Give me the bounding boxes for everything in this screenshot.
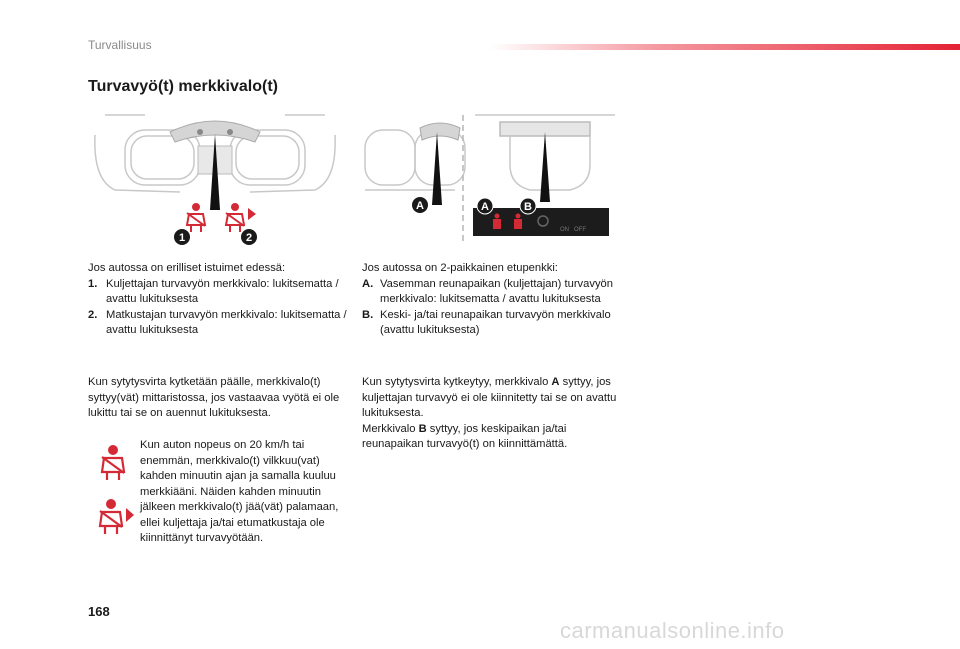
seatbelt-warning-icon [96, 442, 132, 482]
right-item-a [362, 277, 624, 308]
dashboard-illustration-left [85, 110, 345, 245]
left-ignition-text: Kun sytytysvirta kytketään päälle, merkkivalo(t) syttyy(vät) mittaristossa, jos vastaavaa vyötä ei ole lukittu tai se on auennut lukituksesta. [88, 376, 340, 419]
left-intro: Jos autossa on erilliset istuimet edessä: [88, 262, 286, 274]
right-intro: Jos autossa on 2-paikkainen etupenkki: [362, 262, 558, 274]
left-item-1 [88, 277, 350, 308]
callout-a-panel: A [481, 201, 489, 213]
indicator-a-key: A [551, 376, 560, 388]
panel-on-label: ON [560, 227, 569, 233]
left-column [88, 261, 350, 339]
callout-b-panel: B [524, 201, 532, 213]
text-fragment: Merkkivalo [362, 422, 419, 435]
item-text: Matkustajan turvavyön merkkivalo: lukitsematta / avattu lukituksesta [106, 308, 347, 336]
indicator-b-key: B [418, 422, 427, 435]
left-item-2 [88, 308, 350, 339]
right-item-b [362, 308, 624, 339]
page-number: 168 [88, 604, 110, 619]
callout-a-left: A [416, 200, 424, 212]
text-fragment: syttyy, jos kuljettajan turvavyö ei ole kiinnitetty tai se on avattu lukituksesta. [362, 376, 617, 419]
item-letter: A. [362, 277, 374, 290]
text-fragment: Kun sytytysvirta kytkeytyy, merkkivalo [362, 376, 552, 388]
pointer-arrow-b [540, 132, 550, 202]
seatbelt-warning-icon-2 [226, 203, 256, 232]
header-accent-bar [490, 44, 960, 50]
item-number: 2. [88, 308, 98, 321]
panel-off-label: OFF [574, 227, 586, 233]
seatbelt-warning-icon-1 [187, 203, 205, 232]
item-number: 1. [88, 277, 98, 290]
item-text: Kuljettajan turvavyön merkkivalo: lukitsematta / avattu lukituksesta [106, 277, 339, 305]
page-title: Turvavyö(t) merkkivalo(t) [88, 78, 278, 95]
callout-2: 2 [245, 232, 253, 244]
item-text: Keski- ja/tai reunapaikan turvavyön merkkivalo (avattu lukituksesta) [380, 308, 611, 336]
item-letter: B. [362, 308, 374, 321]
right-ignition-text [362, 375, 624, 453]
speed-note: Kun auton nopeus on 20 km/h tai enemmän, merkkivalo(t) vilkkuu(vat) kahden minuutin ajan ja samalla kuuluu merkkiääni. Näiden kahden minuutin jälkeen merkkivalo(t) jää(vät) palamaan, ellei kuljettaja ja/tai etumatkustaja ole kiinnittänyt turvavyötään. [140, 439, 339, 544]
dashboard-illustration-right [360, 110, 620, 250]
pointer-arrow-a [432, 132, 442, 205]
text-fragment: syttyy, jos keskipaikan ja/tai reunapaikan turvavyö(t) on kiinnittämättä. [362, 422, 568, 450]
right-column [362, 261, 624, 339]
seatbelt-passenger-warning-icon [96, 496, 136, 536]
callout-1: 1 [178, 232, 186, 244]
section-label: Turvallisuus [88, 38, 152, 52]
item-text: Vasemman reunapaikan (kuljettajan) turvavyön merkkivalo: lukitsematta / avattu lukituksesta [380, 277, 613, 305]
watermark: carmanualsonline.info [560, 618, 785, 643]
